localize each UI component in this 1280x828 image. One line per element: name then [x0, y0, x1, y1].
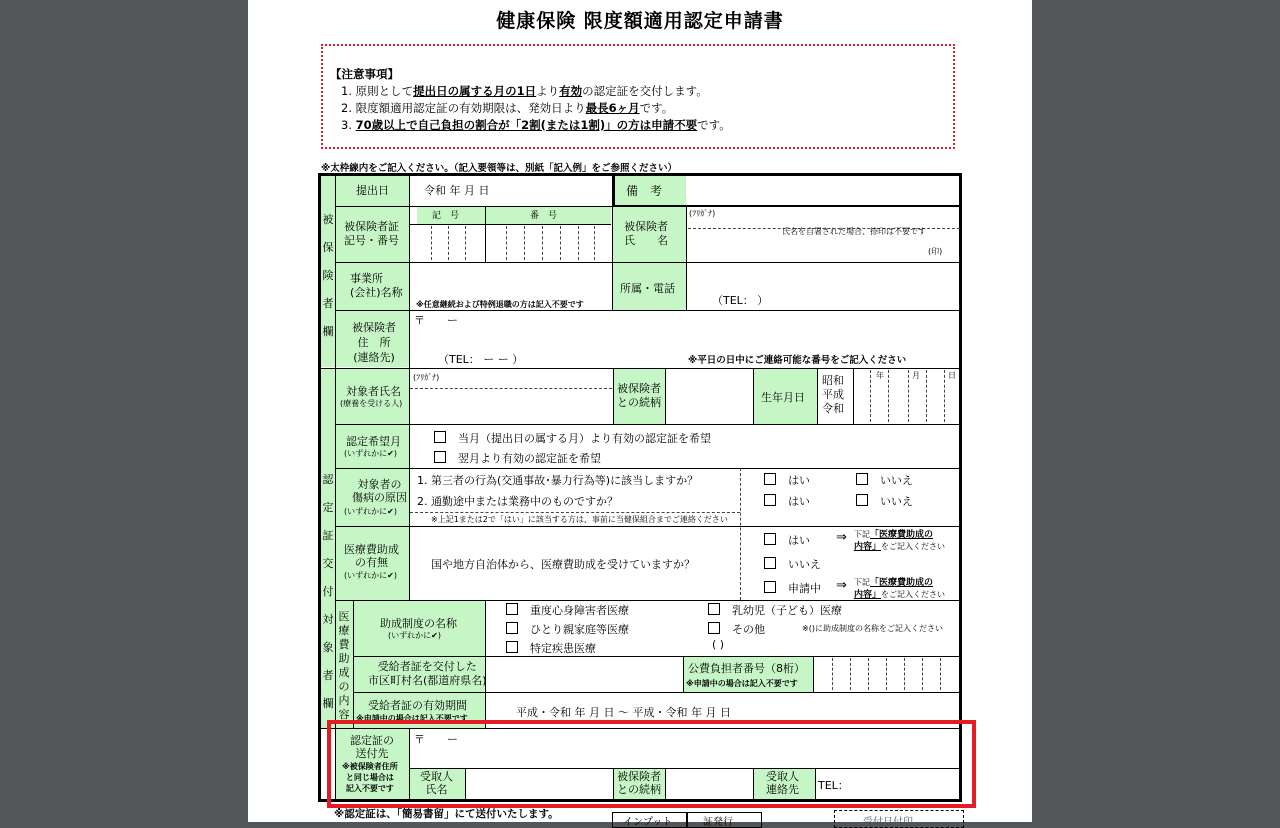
submit-date-field[interactable]: 令和 年 月 日 — [424, 184, 490, 197]
cause-question-2: 2. 通勤途中または業務中のものですか？ — [417, 495, 618, 508]
cause-q2-yes[interactable] — [764, 493, 810, 509]
section-target-label — [321, 466, 335, 718]
notice-text: です。 — [697, 118, 731, 132]
col-line — [612, 206, 613, 310]
row-line — [335, 526, 961, 527]
highlight-annotation — [327, 720, 976, 808]
company-label: 事業所 (会社)名称 — [350, 272, 403, 299]
row-line — [353, 656, 961, 657]
checkbox[interactable] — [506, 622, 518, 634]
subsidy-yes[interactable] — [764, 532, 810, 548]
remarks-label: 備 考 — [626, 184, 663, 198]
digit-divider — [524, 226, 525, 260]
receiver-contact-label: 受取人 連絡先 — [766, 770, 799, 796]
either-note: (いずれかに✔) — [388, 631, 441, 640]
digit-divider — [868, 658, 869, 690]
seal-note: 氏名を自署された場合、捺印は不要です — [782, 227, 926, 236]
col-line — [817, 368, 818, 424]
vertical-char: 交 — [322, 557, 334, 570]
col-line — [335, 174, 336, 801]
digit-divider — [944, 370, 945, 422]
send-postal-code[interactable]: 〒 ー — [414, 733, 458, 746]
program-option-3[interactable] — [506, 640, 596, 656]
postal-code[interactable]: 〒 ー — [414, 314, 458, 327]
vertical-char: 者 — [322, 669, 334, 682]
checkbox[interactable] — [764, 533, 776, 545]
digit-divider — [560, 226, 561, 260]
card-number-label: 番 号 — [530, 211, 558, 221]
birth-label: 生年月日 — [761, 391, 805, 404]
notice-line-3 — [341, 117, 731, 133]
digit-divider — [904, 658, 905, 690]
birth-day-label: 日 — [948, 371, 956, 380]
vertical-char: 内 — [338, 694, 350, 707]
row-line — [319, 368, 961, 369]
digit-divider — [431, 226, 432, 260]
row-line — [353, 692, 961, 693]
cause-note: ※上記1または2で「はい」に該当する方は、事前に当健保組合までご連絡ください — [431, 515, 728, 524]
vertical-char: 療 — [338, 624, 350, 637]
subsidy-instruction — [854, 577, 945, 601]
validity-period[interactable]: 平成・令和 年 月 日 〜 平成・令和 年 月 日 — [516, 706, 731, 719]
remarks-field[interactable] — [686, 176, 960, 204]
digit-divider — [940, 658, 941, 690]
input-stamp-box — [612, 812, 688, 828]
option-label: ひとり親家庭等医療 — [530, 623, 629, 636]
vertical-char: 対 — [322, 613, 334, 626]
either-note: (いずれかに✔) — [344, 449, 397, 458]
notice-emphasis: 70歳以上で自己負担の割合が「2割(または1割)」の方は申請不要 — [355, 118, 698, 132]
checkbox[interactable] — [506, 641, 518, 653]
row-line — [409, 224, 611, 225]
subsidy-applying[interactable] — [764, 580, 821, 596]
checkbox[interactable] — [856, 494, 868, 506]
digit-divider — [465, 226, 466, 260]
option-label: はい — [788, 474, 810, 487]
receipt-stamp-box — [834, 810, 964, 828]
vertical-char: 欄 — [322, 697, 334, 710]
vertical-char: 助 — [338, 652, 350, 665]
cause-q1-no[interactable] — [856, 472, 913, 488]
vertical-char: 象 — [322, 641, 334, 654]
arrow-icon: ⇒ — [836, 578, 847, 593]
cause-label: 対象者の 傷病の原因 — [352, 478, 407, 504]
vertical-char: 認 — [322, 473, 334, 486]
notice-text: より — [536, 84, 560, 98]
issue-stamp-box — [686, 812, 762, 828]
vertical-char: 費 — [338, 638, 350, 651]
option-label: その他 — [732, 623, 765, 636]
program-other-field[interactable]: ( ) — [712, 638, 725, 651]
document-page — [248, 0, 1032, 828]
desired-option-1[interactable] — [434, 430, 711, 446]
instruction-text: をご記入ください — [881, 542, 946, 551]
checkbox[interactable] — [708, 603, 720, 615]
row-line — [335, 424, 961, 425]
col-line — [665, 368, 666, 424]
notice-text: 2. 限度額適用認定証の有効期限は、発効日より — [341, 101, 586, 115]
cause-q2-no[interactable] — [856, 493, 913, 509]
option-label: いいえ — [880, 474, 913, 487]
option-label: はい — [788, 534, 810, 547]
company-note: ※任意継続および特例退職の方は記入不要です — [416, 300, 584, 309]
address-label: 被保険者 住 所 (連絡先) — [352, 321, 396, 364]
col-line — [613, 368, 614, 424]
vertical-char: 医 — [338, 610, 350, 623]
digit-divider — [926, 370, 927, 422]
digit-divider — [832, 658, 833, 690]
vertical-char: 保 — [322, 241, 334, 254]
notice-text: 3. — [341, 118, 356, 132]
checkbox[interactable] — [856, 473, 868, 485]
option-label: はい — [788, 495, 810, 508]
digit-divider — [922, 658, 923, 690]
validity-note: ※申請中の場合は記入不要です — [356, 714, 468, 723]
city-label: 受給者証を交付した 市区町村名(都道府県名) — [368, 660, 487, 687]
submit-date-label: 提出日 — [356, 184, 389, 197]
receipt-stamp-label: 受付日付印 — [863, 817, 913, 828]
row-line — [410, 388, 612, 389]
vertical-char: 容 — [338, 708, 350, 721]
notice-line-1 — [341, 83, 708, 99]
footer-note: ※認定証は、「簡易書留」にて送付いたします。 — [334, 808, 559, 820]
digit-divider — [870, 370, 871, 422]
checkbox[interactable] — [764, 557, 776, 569]
notice-emphasis: 提出日の属する月の1日 — [413, 84, 537, 98]
option-label: いいえ — [788, 558, 821, 571]
vertical-char: 付 — [322, 585, 334, 598]
notice-heading: 【注意事項】 — [330, 67, 399, 81]
program-other-note: ※()に助成制度の名称をご記入ください — [802, 624, 943, 633]
program-option-5[interactable] — [708, 621, 765, 637]
address-note: ※平日の日中にご連絡可能な番号をご記入ください — [688, 355, 907, 366]
checkbox[interactable] — [764, 494, 776, 506]
row-line — [335, 206, 961, 207]
card-symbol-label: 記 号 — [432, 211, 460, 221]
validity-label: 受給者証の有効期間 — [368, 699, 467, 712]
vertical-char: 被 — [322, 213, 334, 226]
program-label: 助成制度の名称 — [380, 617, 457, 630]
option-label: 乳幼児（子ども）医療 — [732, 604, 842, 617]
era-options[interactable]: 昭和 平成 令和 — [822, 374, 844, 415]
checkbox[interactable] — [708, 622, 720, 634]
col-line — [853, 368, 854, 424]
col-line — [485, 206, 486, 262]
notice-text: の認定証を交付します。 — [582, 84, 708, 98]
document-title: 健康保険 限度額適用認定申請書 — [496, 10, 784, 32]
vertical-char: 者 — [322, 297, 334, 310]
birth-year-label: 年 — [876, 371, 884, 380]
vertical-char: 険 — [322, 269, 334, 282]
checkbox[interactable] — [434, 431, 446, 443]
furigana-label: (ﾌﾘｶﾞﾅ) — [689, 209, 716, 218]
digit-divider — [886, 658, 887, 690]
row-line — [410, 512, 740, 513]
target-name-sub: (療養を受ける人) — [340, 399, 403, 408]
option-label: 特定疾患医療 — [530, 642, 596, 655]
col-line — [740, 468, 741, 600]
viewer-background-right — [1032, 0, 1280, 822]
option-label: 当月（提出日の属する月）より有効の認定証を希望 — [458, 432, 711, 445]
option-label: 申請中 — [788, 582, 821, 595]
instruction-text: 下記 — [854, 578, 870, 587]
instruction-link: 「医療費助成の 内容」 — [854, 530, 934, 552]
row-line — [335, 262, 961, 263]
col-line — [683, 656, 684, 692]
dept-tel[interactable]: （TEL： ） — [712, 294, 769, 307]
receiver-tel[interactable]: TEL： — [818, 779, 849, 792]
vertical-char: 定 — [322, 501, 334, 514]
fill-instruction: ※太枠線内をご記入ください。（記入要領等は、別紙「記入例」をご参照ください） — [321, 163, 677, 174]
program-option-1[interactable] — [506, 602, 629, 618]
subsidy-question: 国や地方自治体から、医療費助成を受けていますか？ — [431, 558, 695, 571]
seal-mark: (印) — [928, 247, 943, 256]
digit-divider — [850, 658, 851, 690]
instruction-text: 下記 — [854, 530, 870, 539]
checkbox[interactable] — [506, 603, 518, 615]
desired-month-label: 認定希望月 — [346, 435, 401, 448]
digit-divider — [908, 370, 909, 422]
public-number-note: ※申請中の場合は記入不要です — [686, 679, 798, 688]
digit-divider — [542, 226, 543, 260]
viewer-background-left — [0, 0, 248, 822]
option-label: いいえ — [880, 495, 913, 508]
vertical-char: 成 — [338, 666, 350, 679]
target-name-label: 対象者氏名 — [346, 385, 401, 398]
row-line — [335, 310, 961, 311]
col-line — [409, 174, 410, 601]
col-line — [353, 600, 354, 728]
option-label: 翌月より有効の認定証を希望 — [458, 452, 601, 465]
program-option-4[interactable] — [708, 602, 842, 618]
digit-divider — [594, 226, 595, 260]
notice-box — [321, 44, 955, 149]
arrow-icon: ⇒ — [836, 530, 847, 545]
checkbox[interactable] — [764, 581, 776, 593]
desired-option-2[interactable] — [434, 450, 601, 466]
vertical-char: の — [338, 680, 350, 693]
instruction-link: 「医療費助成の 内容」 — [854, 578, 934, 600]
option-label: 重度心身障害者医療 — [530, 604, 629, 617]
digit-divider — [448, 226, 449, 260]
subsidy-instruction — [854, 529, 945, 553]
section-insured-label — [321, 206, 335, 346]
card-label: 被保険者証 記号・番号 — [344, 220, 399, 247]
notice-text: 1. 原則として — [341, 84, 414, 98]
notice-text: です。 — [639, 101, 674, 115]
input-stamp-label: インプット — [623, 817, 673, 828]
receiver-name-label: 受取人 氏名 — [420, 770, 453, 796]
section-subsidy-label — [337, 610, 351, 722]
issue-stamp-label: 証発行 — [703, 817, 733, 828]
col-line — [686, 206, 687, 310]
notice-line-2 — [341, 100, 673, 116]
row-line — [335, 468, 961, 469]
cause-q1-yes[interactable] — [764, 472, 810, 488]
receiver-relation-label: 被保険者 との続柄 — [617, 770, 661, 796]
vertical-char: 欄 — [322, 325, 334, 338]
insured-name-label: 被保険者 氏 名 — [624, 220, 668, 247]
relation-label: 被保険者 との続柄 — [617, 382, 661, 409]
col-line — [813, 656, 814, 692]
send-to-note: ※被保険者住所 と同じ場合は 記入不要です — [342, 762, 398, 793]
either-note: (いずれかに✔) — [344, 571, 397, 580]
checkbox[interactable] — [764, 473, 776, 485]
address-tel[interactable]: （TEL： ー ー ） — [438, 353, 524, 366]
notice-emphasis: 最長6ヶ月 — [585, 101, 640, 115]
either-note: (いずれかに✔) — [344, 507, 397, 516]
send-to-label: 認定証の 送付先 — [350, 734, 394, 760]
birth-month-label: 月 — [912, 371, 920, 380]
notice-emphasis: 有効 — [559, 84, 583, 98]
digit-divider — [506, 226, 507, 260]
vertical-char: 証 — [322, 529, 334, 542]
cause-question-1: 1. 第三者の行為(交通事故･暴力行為等)に該当しますか？ — [417, 474, 699, 487]
subsidy-label: 医療費助成 の有無 — [344, 543, 399, 569]
checkbox[interactable] — [434, 451, 446, 463]
furigana-label: (ﾌﾘｶﾞﾅ) — [413, 373, 440, 382]
program-option-2[interactable] — [506, 621, 629, 637]
subsidy-no[interactable] — [764, 556, 821, 572]
digit-divider — [578, 226, 579, 260]
digit-divider — [888, 370, 889, 422]
public-number-label: 公費負担者番号（8桁） — [688, 662, 805, 675]
col-line — [753, 368, 754, 424]
instruction-text: をご記入ください — [881, 590, 946, 599]
dept-label: 所属・電話 — [620, 282, 675, 295]
